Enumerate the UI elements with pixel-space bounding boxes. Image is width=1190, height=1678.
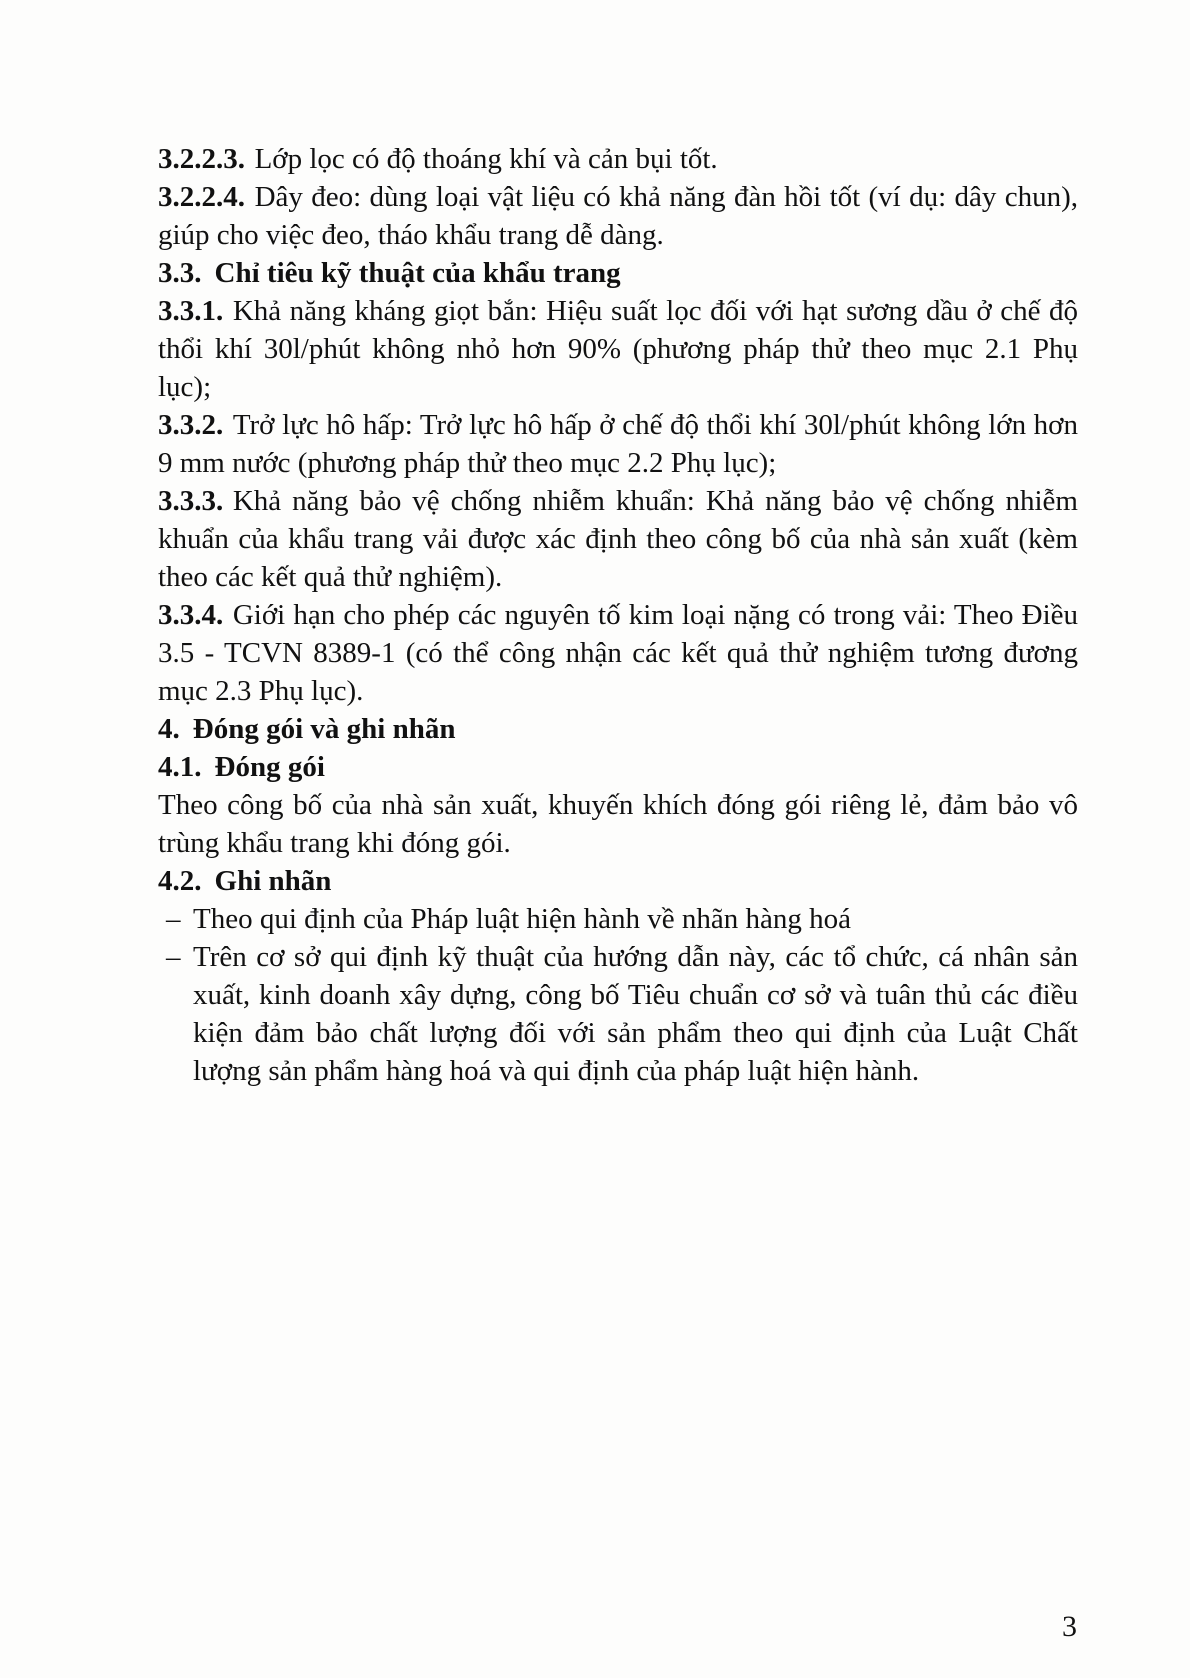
clause-3-3-2 — [158, 406, 1078, 482]
clause-text: Khả năng kháng giọt bắn: Hiệu suất lọc đối với hạt sương dầu ở chế độ thổi khí 30l/phút không nhỏ hơn 90% (phương pháp thử theo mục 2.1 Phụ lục); — [158, 295, 1078, 403]
clause-text: Giới hạn cho phép các nguyên tố kim loại nặng có trong vải: Theo Điều 3.5 - TCVN 8389-1 (có thể công nhận các kết quả thử nghiệm tương đương mục 2.3 Phụ lục). — [158, 599, 1078, 707]
clause-number: 3.3.2. — [158, 409, 224, 441]
bullet-item-2 — [158, 938, 1078, 1090]
heading-4-2 — [158, 862, 1078, 900]
heading-number: 4.1. — [158, 751, 202, 783]
clause-text: Trở lực hô hấp: Trở lực hô hấp ở chế độ thổi khí 30l/phút không lớn hơn 9 mm nước (phương pháp thử theo mục 2.2 Phụ lục); — [158, 409, 1078, 479]
clause-text: Lớp lọc có độ thoáng khí và cản bụi tốt. — [254, 143, 718, 175]
clause-3-3-3 — [158, 482, 1078, 596]
clause-number: 3.3.1. — [158, 295, 224, 327]
heading-text: Đóng gói và ghi nhãn — [192, 713, 456, 745]
bullet-text: Trên cơ sở qui định kỹ thuật của hướng dẫn này, các tổ chức, cá nhân sản xuất, kinh doanh xây dựng, công bố Tiêu chuẩn cơ sở và tuân thủ các điều kiện đảm bảo chất lượng đối với sản phẩm theo qui định của Luật Chất lượng sản phẩm hàng hoá và qui định của pháp luật hiện hành. — [193, 941, 1078, 1087]
clause-number: 3.3.3. — [158, 485, 224, 517]
page-number: 3 — [1062, 1610, 1077, 1643]
bullet-text: Theo qui định của Pháp luật hiện hành về nhãn hàng hoá — [193, 903, 851, 935]
heading-text: Chỉ tiêu kỹ thuật của khẩu trang — [214, 257, 621, 289]
heading-number: 4. — [158, 713, 180, 745]
document-body — [158, 140, 1078, 1090]
heading-number: 4.2. — [158, 865, 202, 897]
clause-3-2-2-4 — [158, 178, 1078, 254]
paragraph-packaging — [158, 786, 1078, 862]
dash-bullet-marker: – — [166, 903, 181, 935]
clause-number: 3.2.2.3. — [158, 143, 245, 175]
heading-text: Đóng gói — [214, 751, 325, 783]
clause-number: 3.3.4. — [158, 599, 224, 631]
clause-number: 3.2.2.4. — [158, 181, 245, 213]
heading-4-1 — [158, 748, 1078, 786]
clause-text: Khả năng bảo vệ chống nhiễm khuẩn: Khả năng bảo vệ chống nhiễm khuẩn của khẩu trang vải được xác định theo công bố của nhà sản xuất (kèm theo các kết quả thử nghiệm). — [158, 485, 1078, 593]
clause-text: Dây đeo: dùng loại vật liệu có khả năng đàn hồi tốt (ví dụ: dây chun), giúp cho việc đeo, tháo khẩu trang dễ dàng. — [158, 181, 1078, 251]
dash-bullet-marker: – — [166, 941, 181, 973]
clause-3-3-4 — [158, 596, 1078, 710]
clause-3-3-1 — [158, 292, 1078, 406]
bullet-item-1 — [158, 900, 1078, 938]
heading-number: 3.3. — [158, 257, 202, 289]
clause-3-2-2-3 — [158, 140, 1078, 178]
heading-4 — [158, 710, 1078, 748]
heading-text: Ghi nhãn — [214, 865, 332, 897]
heading-3-3 — [158, 254, 1078, 292]
clause-text: Theo công bố của nhà sản xuất, khuyến khích đóng gói riêng lẻ, đảm bảo vô trùng khẩu trang khi đóng gói. — [158, 789, 1078, 859]
